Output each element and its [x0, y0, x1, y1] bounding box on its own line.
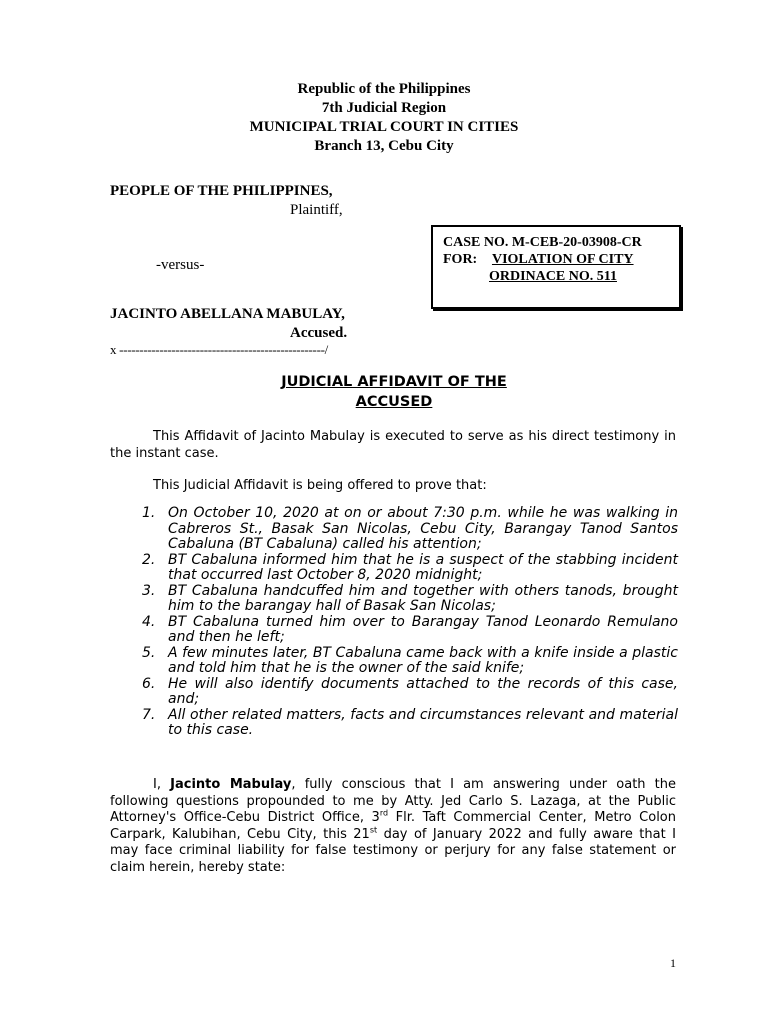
case-number: CASE NO. M-CEB-20-03908-CR	[443, 235, 642, 250]
list-item-text: A few minutes later, BT Cabaluna came back with a knife inside a plastic and told him that he is the owner of the said knife;	[168, 644, 678, 676]
list-item	[140, 646, 678, 677]
case-for-label: FOR:	[443, 252, 478, 267]
list-item-number: 4.	[142, 613, 156, 630]
header-region: 7th Judicial Region	[321, 100, 447, 116]
intro-paragraph-2: This Judicial Affidavit is being offered to prove that:	[153, 478, 487, 493]
document-title-line1: JUDICIAL AFFIDAVIT OF THE	[281, 374, 507, 390]
list-item	[140, 553, 678, 584]
case-for-row	[443, 251, 679, 268]
list-item	[140, 677, 678, 708]
case-number-box	[431, 225, 681, 309]
list-item-text: BT Cabaluna turned him over to Barangay Tanod Leonardo Remulano and then he left;	[168, 613, 678, 645]
list-item-number: 2.	[142, 551, 156, 568]
list-item-number: 6.	[142, 675, 156, 692]
versus-label: -versus-	[156, 257, 205, 273]
list-item-number: 5.	[142, 644, 156, 661]
oath-sup-1: rd	[379, 808, 389, 818]
oath-sup-2: st	[369, 825, 378, 835]
list-item-text: BT Cabaluna informed him that he is a suspect of the stabbing incident that occurred last October 8, 2020 midnight;	[168, 551, 678, 583]
accused-name: JACINTO ABELLANA MABULAY,	[110, 306, 345, 322]
oath-text-2: Flr. Taft Commercial Center, Metro Colon Carpark, Kalubihan, Cebu City, this 21	[110, 810, 676, 842]
accused-role: Accused.	[290, 325, 348, 341]
list-item-text: BT Cabaluna handcuffed him and together with others tanods, brought him to the barangay hall of Basak San Nicolas;	[168, 582, 678, 614]
list-item	[140, 615, 678, 646]
list-item-text: On October 10, 2020 at on or about 7:30 p.m. while he was walking in Cabreros St., Basak San Nicolas, Cebu City, Barangay Tanod Santos Cabaluna (BT Cabaluna) called his attention;	[168, 505, 678, 552]
list-item-number: 1.	[142, 505, 156, 521]
oath-text-1: , fully conscious that I am answering under oath the following questions propounded to me by Atty. Jed Carlo S. Lazaga, at the Public Attorney's Office-Cebu District Office, 3	[110, 777, 677, 825]
list-item	[140, 708, 678, 739]
case-for-row-2	[443, 268, 679, 285]
plaintiff-name: PEOPLE OF THE PHILIPPINES,	[110, 183, 333, 199]
list-item-number: 7.	[142, 706, 156, 723]
oath-prefix: I,	[153, 777, 161, 792]
points-list	[140, 506, 678, 739]
list-item-text: All other related matters, facts and circumstances relevant and material to this case.	[168, 706, 678, 738]
court-header	[0, 80, 768, 156]
intro-paragraph-1: This Affidavit of Jacinto Mabulay is executed to serve as his direct testimony in the instant case.	[110, 429, 676, 461]
case-for-value-2: ORDINACE NO. 511	[489, 269, 617, 284]
plaintiff-role: Plaintiff,	[290, 202, 343, 218]
oath-paragraph	[110, 777, 676, 876]
header-branch: Branch 13, Cebu City	[314, 138, 454, 154]
header-court: MUNICIPAL TRIAL COURT IN CITIES	[249, 119, 519, 135]
document-title-line2: ACCUSED	[355, 394, 433, 410]
caption-separator: x ---------------------------------------------------/	[110, 342, 328, 357]
case-for-value-1: VIOLATION OF CITY	[491, 252, 634, 267]
page-number: 1	[670, 956, 676, 970]
list-item-number: 3.	[142, 582, 156, 599]
oath-text-3: day of January 2022 and fully aware that I may face criminal liability for false testimony or perjury for any false statement or claim herein, hereby state:	[110, 826, 676, 875]
affiant-name: Jacinto Mabulay	[170, 777, 292, 792]
list-item	[140, 584, 678, 615]
list-item	[140, 506, 678, 553]
header-republic: Republic of the Philippines	[297, 81, 471, 97]
list-item-text: He will also identify documents attached to the records of this case, and;	[168, 675, 678, 707]
